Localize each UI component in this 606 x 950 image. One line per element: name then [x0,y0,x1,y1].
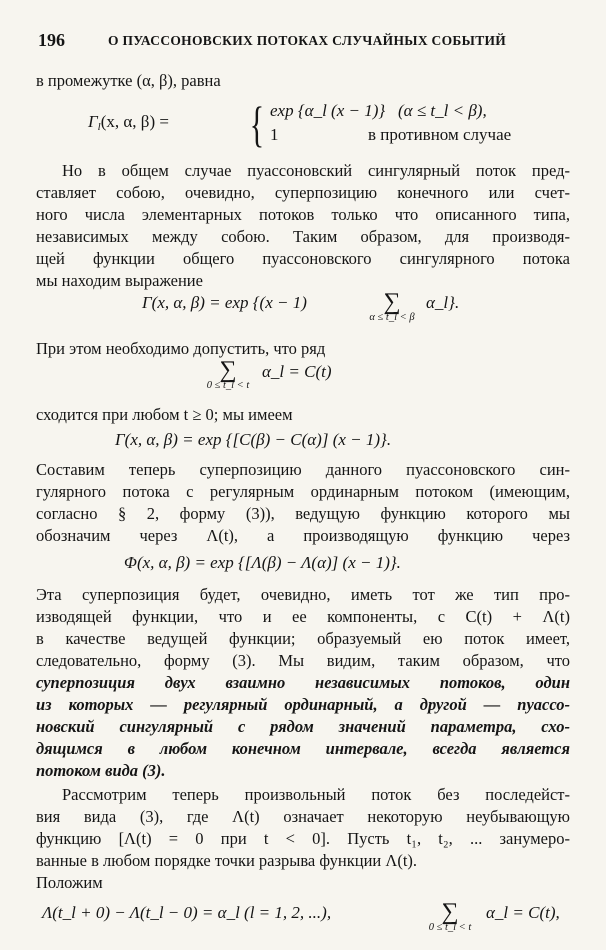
formula-tail: α_l = C(t) [262,362,332,381]
formula-body: Λ(t_l + 0) − Λ(t_l − 0) = α_l (l = 1, 2, ...), [42,903,332,922]
text-line: вия вида (3), где Λ(t) означает некоторую неубывающую [36,807,570,826]
text-line: Рассмотрим теперь произвольный поток без последейст- [62,785,570,804]
formula-case-2: 1 [270,125,279,144]
text-line: независимых между собою. Таким образом, для производя- [36,227,570,246]
sum-limits: α ≤ t_l < β [369,312,415,323]
sum-sign: ∑ [219,357,237,383]
formula-lhs-sub: l [97,121,101,133]
page-number: 196 [38,30,65,50]
text-line: гулярного потока с регулярным ординарным потоком (имеющим, [36,482,570,501]
text-line: щей функции общего пуассоновского сингулярного потока [36,249,570,268]
text-line: в качестве ведущей функции; образуемый ею поток имеет, [36,629,570,648]
formula-case-1: exp {α_l (x − 1)} [270,101,386,120]
sum-limits: 0 ≤ t_l < t [428,922,472,933]
text-line: функцию [Λ(t) = 0 при t < 0]. Пусть t₁, t₂, ... занумеро- [36,829,570,848]
text-line: Составим теперь суперпозицию данного пуассоновского син- [36,460,570,479]
sum-limits: 0 ≤ t_l < t [206,380,250,391]
text-line: ного числа элементарных потоков только что описанного типа, [36,205,570,224]
theorem-line: потоком вида (3). [36,761,166,780]
formula-phi: Φ(x, α, β) = exp {[Λ(β) − Λ(α)] (x − 1)}. [124,553,401,572]
text-line: изводящей функции, что и ее компоненты, с C(t) + Λ(t) [36,607,570,626]
text-line: Эта суперпозиция будет, очевидно, иметь тот же тип про- [36,585,570,604]
sum-sign: ∑ [383,289,401,315]
running-title: О ПУАССОНОВСКИХ ПОТОКАХ СЛУЧАЙНЫХ СОБЫТИЙ [108,33,507,48]
formula-tail: α_l}. [426,293,460,312]
page-header [38,30,576,54]
formula-tail: α_l = C(t), [486,903,560,922]
theorem-line: новский сингулярный с рядом значений параметра, схо- [36,717,570,736]
text-line: сходится при любом t ≥ 0; мы имеем [36,405,293,424]
text-line: мы находим выражение [36,271,203,290]
theorem-line: дящимся в любом конечном интервале, всегда является [36,739,570,758]
text-line: ставляет собою, очевидно, суперпозицию конечного или счет- [36,183,570,202]
formula-gamma-c: Γ(x, α, β) = exp {[C(β) − C(α)] (x − 1)}. [115,430,392,449]
formula-lhs-args: (x, α, β) = [100,112,169,131]
theorem-line: суперпозиция двух взаимно независимых потоков, один [36,673,570,692]
text-line: Положим [36,873,103,892]
text-line: следовательно, форму (3). Мы видим, таким образом, что [36,651,570,670]
formula-lhs: Γ [88,112,98,131]
text-line: в промежутке (α, β), равна [36,71,221,90]
formula-case-1-condition: (α ≤ t_l < β), [398,101,487,120]
text-line: обозначим через Λ(t), а производящую функцию через [36,526,570,545]
text-line: Но в общем случае пуассоновский сингулярный поток пред- [62,161,570,180]
sum-sign: ∑ [441,899,459,925]
text-line: При этом необходимо допустить, что ряд [36,339,326,358]
formula-case-2-condition: в противном случае [368,125,512,144]
theorem-line: из которых — регулярный ординарный, а другой — пуассо- [36,695,570,714]
text-line: ванные в любом порядке точки разрыва функции Λ(t). [36,851,418,870]
formula-brace: { [249,96,265,152]
formula-body: Γ(x, α, β) = exp {(x − 1) [142,293,307,312]
text-line: согласно § 2, форму (3)), ведущую функцию которого мы [36,504,570,523]
